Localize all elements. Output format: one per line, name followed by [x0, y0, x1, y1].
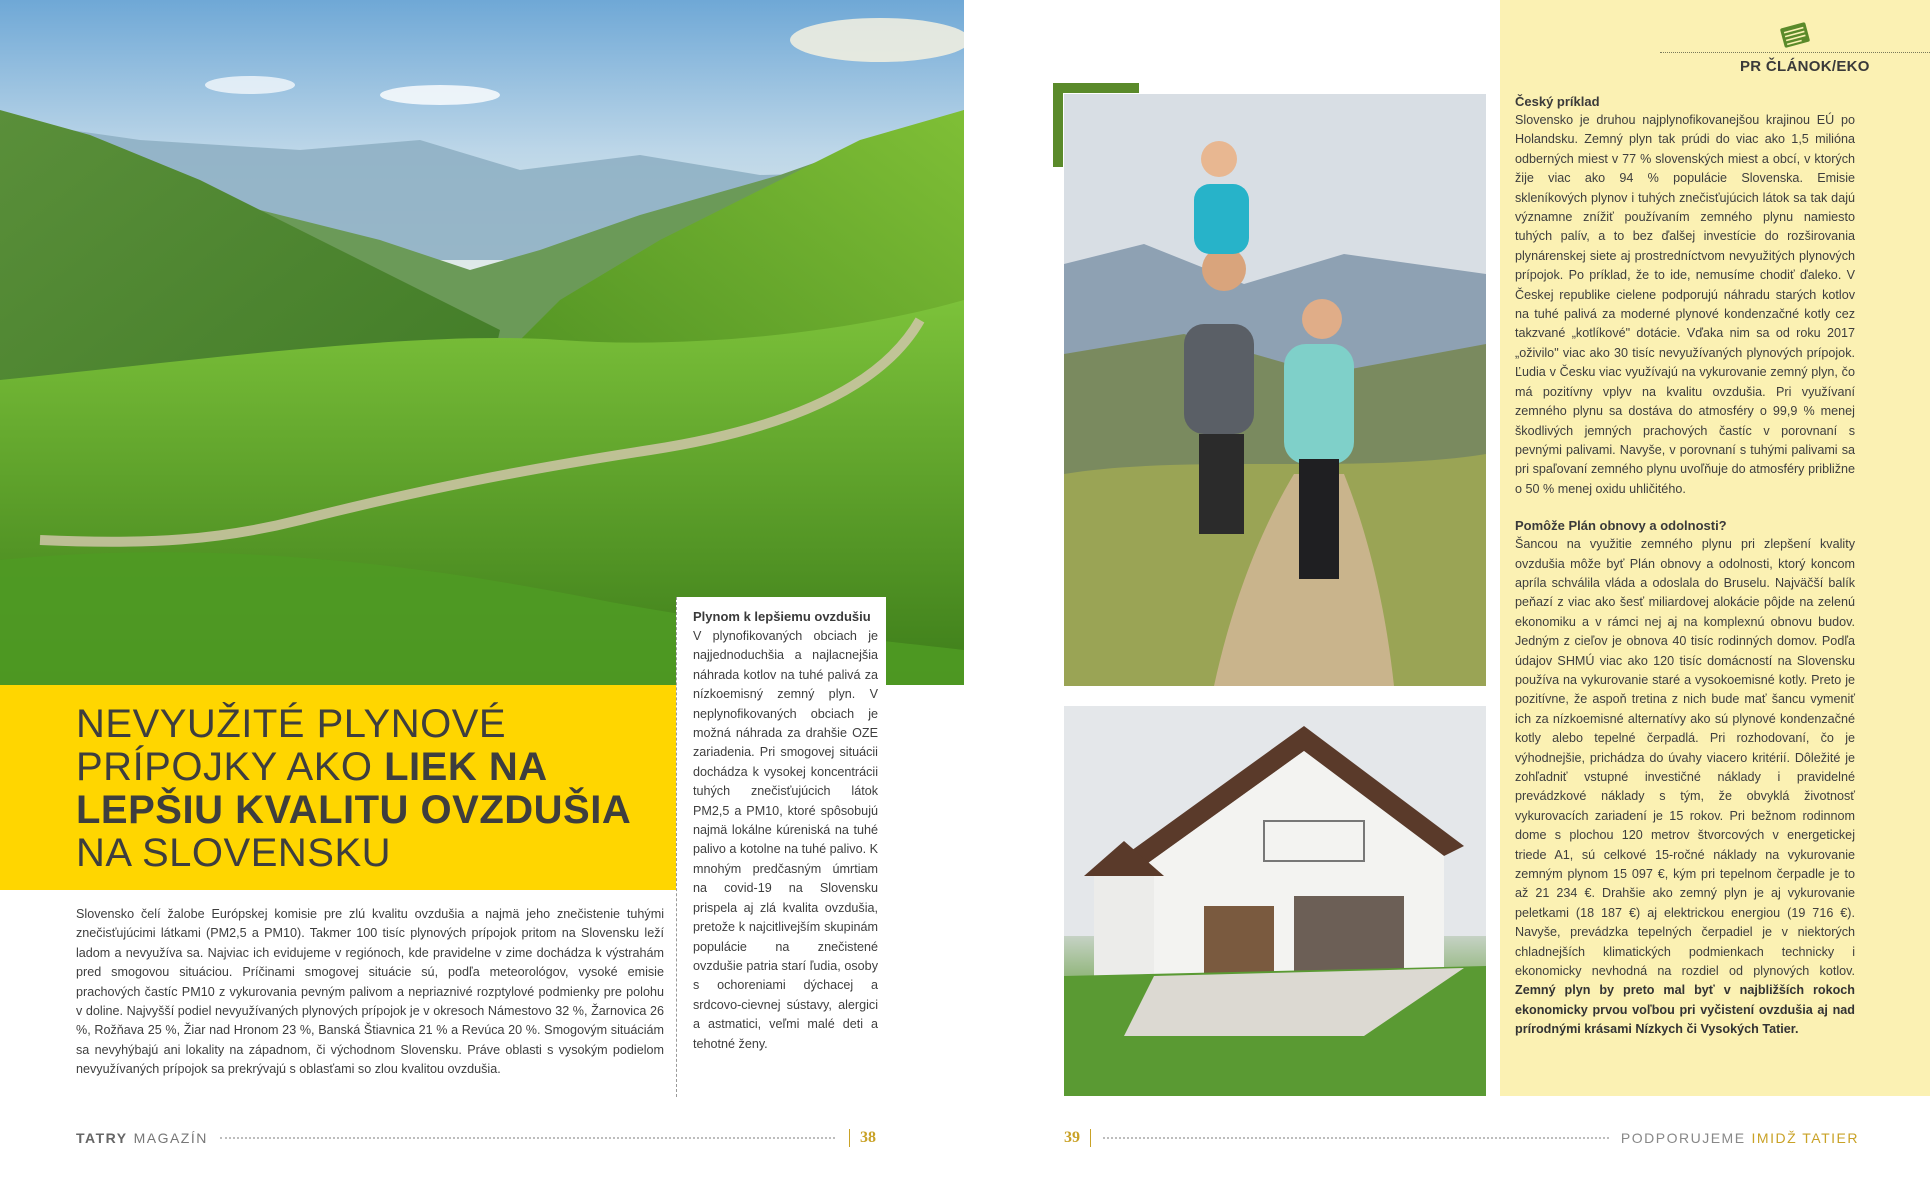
- tag-dotted-line: [1660, 52, 1930, 53]
- sidebar-heading: Plynom k lepšiemu ovzdušiu: [693, 609, 871, 624]
- house-photo: [1064, 706, 1486, 1096]
- magazine-brand-light: MAGAZÍN: [133, 1130, 208, 1146]
- footer-right: [1064, 1126, 1859, 1150]
- page-number-right: 39: [1064, 1129, 1091, 1147]
- footer-divider: [220, 1137, 835, 1139]
- article-paragraph-2: Šancou na využitie zemného plynu pri zlepšení kvality ovzdušia môže byť Plán obnovy a odolnosti, ktorý koncom apríla schválila vláda a odoslala do Bruselu. Najväčší balík peňazí z viac ako šesť miliardovej alokácie pôjde na zelenú ekonomiku a v rámci nej aj na komplexnú obnovu budov. Jedným z cieľov je obnova 40 tisíc rodinných domov. Podľa údajov SHMÚ viac ako 120 tisíc domácností na Slovensku používa na vykurovanie staré a vysokoemisné kotly. Preto je pozitívne, že aspoň tretina z nich bude mať šancu vymeniť ich za nízkoemisné alternatívy ako sú plynové kondenzačné kotly alebo tepelné čerpadlá. Pri rozhodovaní, čo je výhodnejšie, prichádza do úvahy viacero kritérií. Dôležité je zohľadniť vstupné investičné náklady i pravidelné prevádzkové náklady s tým, že obvyklá životnosť vykurovacích zariadení je 15 rokov. Pri bežnom rodinnom dome s plochou 120 metrov štvorcových v energetickej triede A1, sú celkové 15-ročné náklady na vykurovanie zemným plynom 15 097 €, kým pri tepelnom čerpadle je to až 21 234 €. Drahšie ako zemný plyn je aj vykurovanie peletkami (18 187 €) aj elektrickou energiou (19 716 €). Navyše, prevádzka tepelných čerpadiel je v niektorých chladnejších klimatických podmienkach technicky i ekonomicky nevhodná na rozdiel od plynových kotlov. Zemný plyn by preto mal byť v najbližších rokoch ekonomicky prvou voľbou pri vyčistení ovzdušia aj nad prírodnými krásami Nízkych či Vysokých Tatier.: [1515, 537, 1855, 1037]
- article-heading-2: Pomôže Plán obnovy a odolnosti?: [1515, 518, 1727, 534]
- article-paragraph-1: Slovensko je druhou najplynofikovanejšou krajinou EÚ po Holandsku. Zemný plyn tak prúdi do viac ako 1,5 milióna odberných miest v 77 % slovenských miest a obcí, v ktorých žije viac ako 94 % populácie Slovenska. Emisie skleníkových plynov i tuhých znečisťujúcich látok sa tak dajú významne znížiť používaním zemného plynu namiesto tuhých palív, a to bez ďalšej investície do rozširovania plynárenskej siete aj prostredníctvom nevyužitých plynových prípojok. Po príklad, že to ide, nemusíme chodiť ďaleko. V Českej republike cielene podporujú náhradu starých kotlov na tuhé palivá za moderné plynové kondenzačné kotly cez takzvané „kotlíkové" dotácie. Vďaka nim sa od roku 2017 „oživilo" viac ako 30 tisíc nevyužívaných plynových prípojok. Ľudia v Česku viac využívajú na vykurovanie zemný plyn, čo má pozitívny vplyv na kvalitu ovzdušia. Pri využívaní zemného plynu sa dostáva do atmosféry o 99,9 % menej škodlivých jemných prachových častíc v porovnaní s pevnými palivami. Navyše, v porovnaní s tuhými palivami sa pri spaľovaní zemného plynu uvoľňuje do atmosféry približne o 50 % menej oxidu uhličitého.: [1515, 113, 1855, 496]
- footer-slogan-light: PODPORUJEME: [1620, 1130, 1746, 1146]
- footer-divider: [1103, 1137, 1609, 1139]
- sidebar-box: [676, 597, 886, 1097]
- magazine-brand-bold: TATRY: [76, 1130, 128, 1146]
- footer-slogan-accent: IMIDŽ TATIER: [1751, 1130, 1859, 1146]
- section-tag: PR ČLÁNOK/EKO: [1740, 58, 1870, 75]
- intro-paragraph: Slovensko čelí žalobe Európskej komisie pre zlú kvalitu ovzdušia a najmä jeho znečistenie tuhými znečisťujúcimi látkami (PM2,5 a PM10). Takmer 100 tisíc plynových prípojok pritom na Slovensku leží ladom a nevyužíva sa. Najviac ich evidujeme v regiónoch, kde pravidelne v zime dochádza k výstrahám pred smogovou situáciou. Príčinami smogovej situácie sú, podľa meteorológov, vysoké emisie prachových častíc PM10 z vykurovania pevným palivom a nepriaznivé rozptylové podmienky pre polohu v doline. Najvyšší podiel nevyužívaných plynových prípojok je v okresoch Námestovo 32 %, Žarnovica 26 %, Rožňava 25 %, Žiar nad Hronom 23 %, Banská Štiavnica 21 % a Revúca 20 %. Smogovým situáciám sa nevyhýbajú ani lokality na západnom, či východnom Slovensku. Práve oblasti s vysokým podielom nevyužívaných prípojok sa prekrývajú s oblasťami so zlou kvalitou ovzdušia.: [76, 907, 664, 1077]
- article-body: [1515, 94, 1855, 1040]
- title-box: [0, 685, 676, 890]
- leaf-stripes-icon: [1780, 22, 1810, 48]
- article-heading-1: Český príklad: [1515, 94, 1600, 109]
- page-number-left: 38: [849, 1129, 876, 1147]
- article-title: NEVYUŽITÉ PLYNOVÉ PRÍPOJKY AKO LIEK NA LEPŠIU KVALITU OVZDUŠIA NA SLOVENSKU: [76, 702, 632, 875]
- family-hiking-photo: [1064, 94, 1486, 686]
- article-conclusion: Zemný plyn by preto mal byť v najbližších rokoch ekonomicky prvou voľbou pri vyčistení ovzdušia aj nad prírodnými krásami Nízkych či Vysokých Tatier.: [1515, 983, 1855, 1037]
- mountain-valley-photo: [0, 0, 964, 685]
- footer-left: [76, 1126, 876, 1150]
- sidebar-text: V plynofikovaných obciach je najjednoduchšia a najlacnejšia náhrada kotlov na tuhé palivá za nízkoemisný zemný plyn. V neplynofikovaných obciach je možná náhrada za drahšie OZE zariadenia. Pri smogovej situácii dochádza k vysokej koncentrácii tuhých znečisťujúcich látok PM2,5 a PM10, ktoré spôsobujú najmä lokálne kúreniská na tuhé palivo a kotolne na tuhé palivo. K mnohým predčasným úmrtiam na covid-19 na Slovensku prispela aj zlá kvalita ovzdušia, pretože k najcitlivejším skupinám populácie na znečistené ovzdušie patria starí ľudia, osoby s ochoreniami dýchacej a srdcovo-cievnej sústavy, alergici a astmatici, veľmi malé deti a tehotné ženy.: [693, 629, 878, 1051]
